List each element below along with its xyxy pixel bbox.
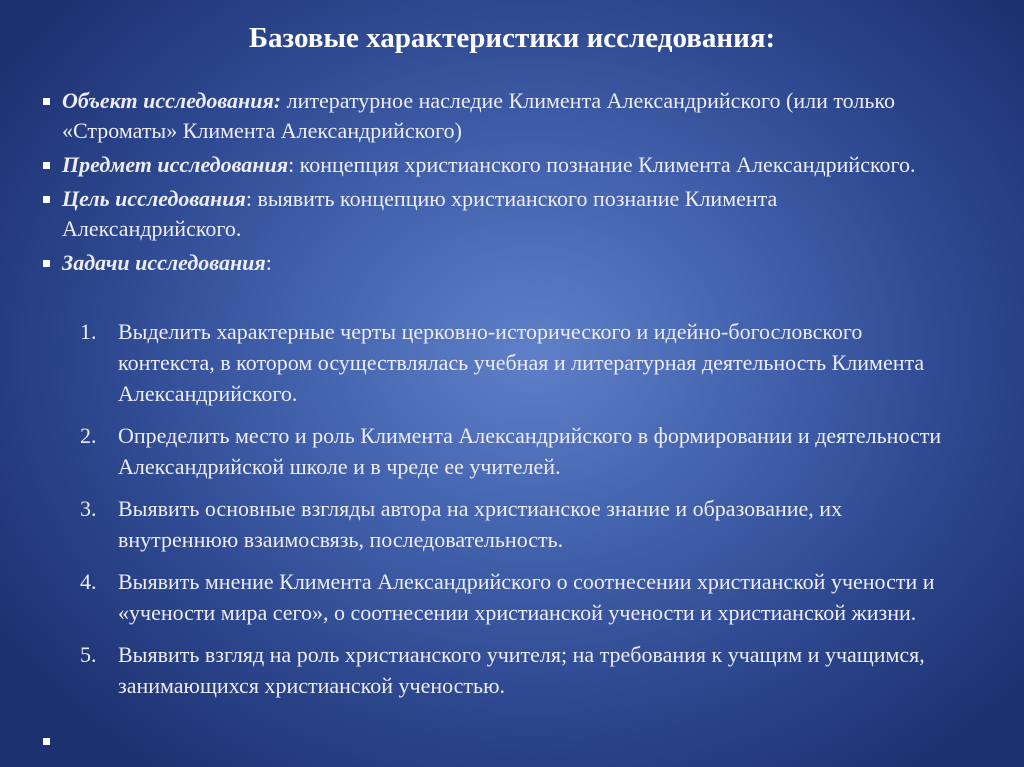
square-bullet-icon (43, 738, 50, 745)
bullet-label: Цель исследования (62, 186, 246, 211)
bullet-text: : выявить концепцию христианского познание Климента Александрийского. (62, 186, 778, 241)
task-text: Выявить взгляд на роль христианского учителя; на требования к учащим и учащимся, занимающихся христианской ученостью. (118, 642, 925, 698)
bullet-tasks (40, 248, 940, 278)
bullet-subject (40, 150, 940, 180)
task-item (80, 420, 960, 482)
task-item (80, 316, 960, 409)
bullet-label: Задачи исследования (62, 250, 266, 275)
task-text: Выделить характерные черты церковно-исторического и идейно-богословского контекста, в котором осуществлялась учебная и литературная деятельность Климента Александрийского. (118, 319, 925, 406)
task-text: Выявить мнение Климента Александрийского о соотнесении христианской учености и «учености мира сего», о соотнесении христианской учености и христианской жизни. (118, 569, 935, 625)
task-number: 1. (80, 319, 97, 344)
task-number: 5. (80, 642, 97, 667)
slide-title: Базовые характеристики исследования: (248, 22, 776, 54)
bullet-goal (40, 184, 940, 244)
square-bullet-icon (43, 162, 50, 169)
bullet-object (40, 86, 940, 146)
task-item (80, 639, 960, 701)
square-bullet-icon (43, 260, 50, 267)
task-item (80, 566, 960, 628)
bullet-label: Предмет исследования (62, 152, 289, 177)
bullet-list (40, 86, 940, 282)
bullet-text: литературное наследие Климента Александрийского (или только «Строматы» Климента Александрийского) (62, 88, 895, 143)
task-number: 3. (80, 496, 97, 521)
bullet-label: Объект исследования: (62, 88, 282, 113)
square-bullet-icon (43, 196, 50, 203)
task-number: 2. (80, 423, 97, 448)
task-text: Выявить основные взгляды автора на христианское знание и образование, их внутреннюю взаимосвязь, последовательность. (118, 496, 843, 552)
task-item (80, 493, 960, 555)
task-number: 4. (80, 569, 97, 594)
square-bullet-icon (43, 98, 50, 105)
task-text: Определить место и роль Климента Александрийского в формировании и деятельности Александрийской школе и в чреде ее учителей. (118, 423, 942, 479)
bullet-text: : (265, 250, 272, 275)
bullet-text: : концепция христианского познание Климента Александрийского. (288, 152, 916, 177)
task-list (80, 316, 960, 712)
